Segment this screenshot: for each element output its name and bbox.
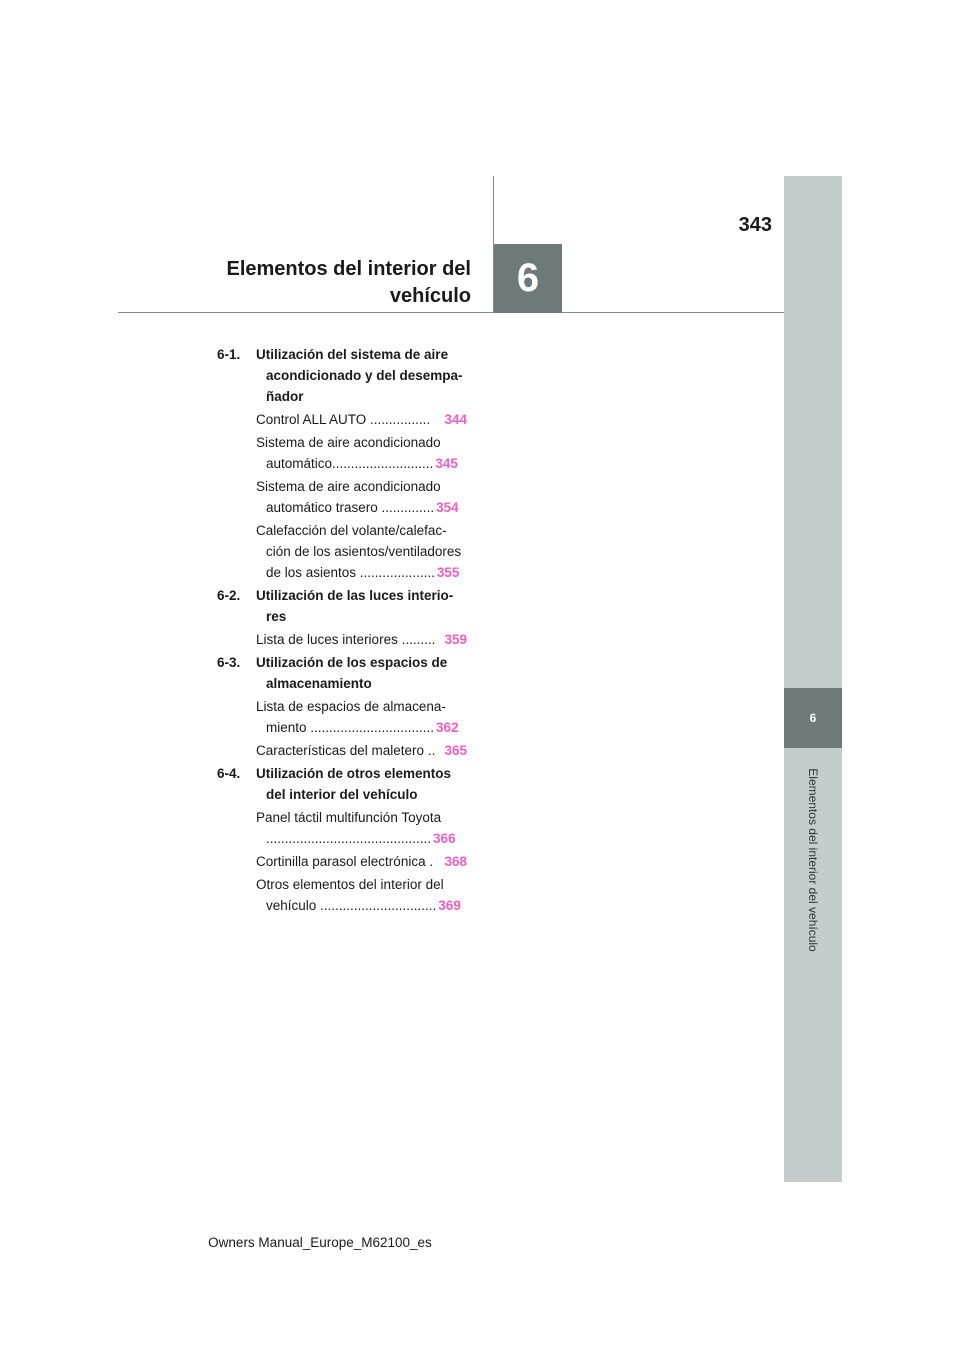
toc-entry[interactable]: Lista de espacios de almacena- miento ................................. 362	[256, 696, 467, 738]
toc-entry[interactable]: Sistema de aire acondicionado automático........................... 345	[256, 432, 467, 474]
entry-title: Panel táctil multifunción Toyota	[256, 810, 442, 825]
entry-title: Sistema de aire acondicionado	[256, 479, 441, 494]
section-number: 6-2.	[217, 588, 241, 603]
toc-entry[interactable]	[256, 740, 467, 761]
toc-section[interactable]	[217, 652, 467, 694]
section-title: Utilización de otros elementos del interior del vehículo	[256, 766, 452, 802]
section-number: 6-1.	[217, 347, 241, 362]
chapter-title-line2: vehículo	[389, 285, 471, 307]
section-title: Utilización del sistema de aire acondicionado y del desempa- ñador	[256, 347, 463, 404]
toc-entry[interactable]: Otros elementos del interior del vehículo ............................... 369	[256, 874, 467, 916]
entry-page-link[interactable]: 365	[444, 743, 467, 758]
toc-section[interactable]	[217, 763, 467, 805]
entry-page-link[interactable]: 366	[433, 831, 456, 846]
toc-section[interactable]	[217, 344, 467, 407]
entry-page-link[interactable]: 359	[444, 632, 467, 647]
side-tab-number: 6	[784, 688, 842, 748]
toc-entry[interactable]	[256, 629, 467, 650]
entry-title: Calefacción del volante/calefac-	[256, 523, 447, 538]
entry-title: Control ALL AUTO ................	[256, 412, 431, 427]
entry-page-link[interactable]: 369	[438, 898, 461, 913]
entry-page-link[interactable]: 344	[444, 412, 467, 427]
header-divider-horizontal	[118, 312, 784, 313]
entry-page-link[interactable]: 368	[444, 854, 467, 869]
toc-section[interactable]	[217, 585, 467, 627]
entry-title: Lista de espacios de almacena-	[256, 699, 446, 714]
footer-document-id: Owners Manual_Europe_M62100_es	[208, 1235, 432, 1250]
toc-entry[interactable]: Panel táctil multifunción Toyota ............................................ 366	[256, 807, 467, 849]
entry-page-link[interactable]: 345	[435, 456, 458, 471]
chapter-title	[200, 256, 471, 310]
entry-page-link[interactable]: 354	[436, 500, 459, 515]
entry-title: Lista de luces interiores .........	[256, 632, 436, 647]
entry-page-link[interactable]: 362	[436, 720, 459, 735]
page-number: 343	[738, 214, 772, 236]
section-number: 6-4.	[217, 766, 241, 781]
side-tab-label: Elementos del interior del vehículo	[806, 768, 820, 952]
section-number: 6-3.	[217, 655, 241, 670]
section-title: Utilización de las luces interio- res	[256, 588, 454, 624]
side-tab-strip	[784, 176, 842, 1182]
entry-title: Cortinilla parasol electrónica .	[256, 854, 434, 869]
section-title: Utilización de los espacios de almacenamiento	[256, 655, 448, 691]
entry-title: Otros elementos del interior del	[256, 877, 444, 892]
toc-entry[interactable]: Sistema de aire acondicionado automático trasero .............. 354	[256, 476, 467, 518]
entry-title: Sistema de aire acondicionado	[256, 435, 441, 450]
chapter-number-box: 6	[494, 244, 562, 313]
toc-entry[interactable]: Calefacción del volante/calefac- ción de los asientos/ventiladores de los asientos .................... 355	[256, 520, 467, 583]
toc-entry[interactable]	[256, 409, 467, 430]
table-of-contents	[217, 344, 467, 916]
chapter-title-line1: Elementos del interior del	[226, 258, 471, 280]
entry-title: Características del maletero ..	[256, 743, 436, 758]
toc-entry[interactable]	[256, 851, 467, 872]
entry-page-link[interactable]: 355	[436, 565, 460, 580]
